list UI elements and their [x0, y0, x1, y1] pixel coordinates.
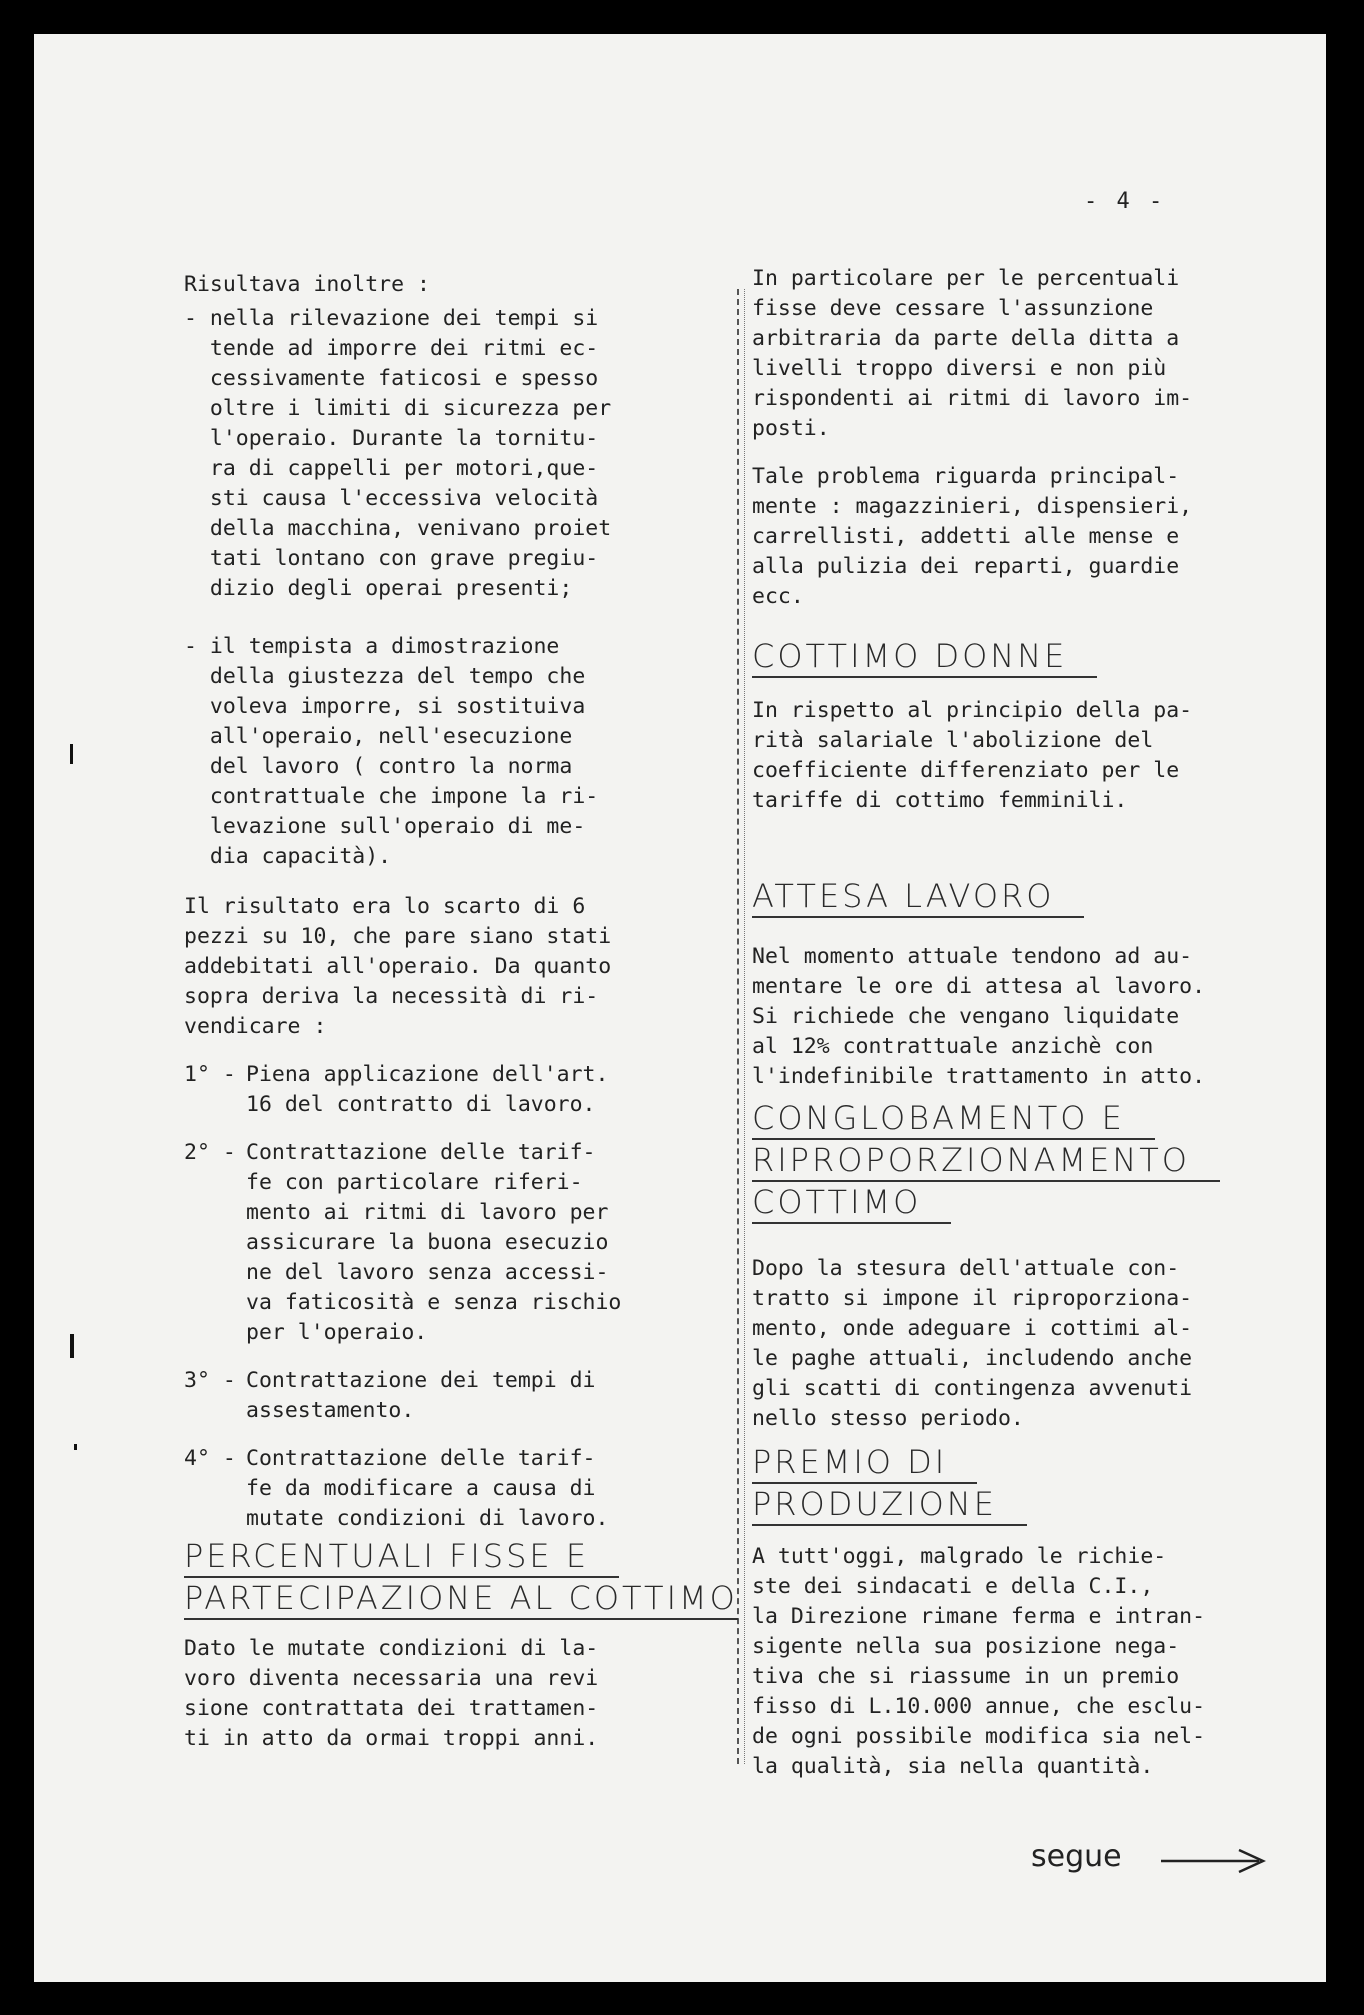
left-column	[184, 270, 738, 1754]
section-heading: RIPROPORZIONAMENTO	[752, 1140, 1317, 1182]
arrow-right-icon	[1159, 1846, 1269, 1876]
right-column	[752, 264, 1317, 1782]
list-item	[184, 1060, 729, 1120]
margin-mark	[74, 1444, 77, 1450]
list-number: 3° -	[184, 1368, 236, 1393]
list-item	[184, 1444, 729, 1534]
column-divider-dotted	[744, 289, 745, 1764]
section-heading: ATTESA LAVORO	[752, 876, 1317, 918]
margin-mark	[70, 744, 73, 764]
list-text: Contrattazione dei tempi di assestamento.	[246, 1368, 596, 1423]
section-text: Dato le mutate condizioni di la- voro diventa necessaria una revi sione contrattata dei trattamen- ti in atto da ormai troppi anni.	[184, 1636, 599, 1751]
section-text: Dopo la stesura dell'attuale con- tratto si impone il riproporziona- mento, onde adeguare i cottimi al- le paghe attuali, includendo anche gli scatti di contingenza avvenuti nello stesso periodo.	[752, 1256, 1193, 1431]
list-number: 2° -	[184, 1140, 236, 1165]
section-heading: COTTIMO	[752, 1182, 1317, 1224]
section-text: In particolare per le percentuali fisse deve cessare l'assunzione arbitraria da parte della ditta a livelli troppo diversi e non più rispondenti ai ritmi di lavoro im- posti.	[752, 266, 1193, 441]
list-text: Piena applicazione dell'art. 16 del contratto di lavoro.	[246, 1062, 609, 1117]
bullet-paragraph: - il tempista a dimostrazione della giustezza del tempo che voleva imporre, si sostituiva all'operaio, nell'esecuzione del lavoro ( contro la norma contrattuale che impone la ri- levazione sull'operaio di me- dia capacità).	[184, 634, 599, 869]
section-text: Tale problema riguarda principal- mente : magazzinieri, dispensieri, carrellisti, addetti alle mense e alla pulizia dei reparti, guardie ecc.	[752, 464, 1193, 609]
section-heading: PARTECIPAZIONE AL COTTIMO	[184, 1578, 729, 1620]
section-text: In rispetto al principio della pa- rità salariale l'abolizione del coefficiente differenziato per le tariffe di cottimo femminili.	[752, 698, 1193, 813]
list-number: 4° -	[184, 1446, 236, 1471]
document-page	[34, 34, 1326, 1982]
list-text: Contrattazione delle tarif- fe da modificare a causa di mutate condizioni di lavoro.	[246, 1446, 609, 1531]
result-paragraph: Il risultato era lo scarto di 6 pezzi su 10, che pare siano stati addebitati all'operaio. Da quanto sopra deriva la necessità di ri- vendicare :	[184, 894, 612, 1039]
list-item	[184, 1138, 729, 1348]
section-heading: PERCENTUALI FISSE E	[184, 1536, 729, 1578]
list-number: 1° -	[184, 1062, 236, 1087]
section-text: Nel momento attuale tendono ad au- mentare le ore di attesa al lavoro. Si richiede che vengano liquidate al 12% contrattuale anzichè con l'indefinibile trattamento in atto.	[752, 944, 1206, 1089]
column-divider	[737, 289, 739, 1764]
continues-label: segue	[1031, 1839, 1122, 1874]
intro-text: Risultava inoltre :	[184, 272, 430, 297]
section-heading: CONGLOBAMENTO E	[752, 1098, 1317, 1140]
section-heading: COTTIMO DONNE	[752, 636, 1317, 678]
list-item	[184, 1366, 729, 1426]
section-heading: PREMIO DI	[752, 1442, 1317, 1484]
bullet-paragraph: - nella rilevazione dei tempi si tende ad imporre dei ritmi ec- cessivamente faticosi e spesso oltre i limiti di sicurezza per l'operaio. Durante la tornitu- ra di cappelli per motori,que- sti causa l'eccessiva velocità della macchina, venivano proiet tati lontano con grave pregiu- dizio degli operai presenti;	[184, 306, 612, 601]
margin-mark	[70, 1334, 74, 1358]
page-number: - 4 -	[1084, 189, 1166, 214]
section-heading: PRODUZIONE	[752, 1484, 1317, 1526]
list-text: Contrattazione delle tarif- fe con particolare riferi- mento ai ritmi di lavoro per assicurare la buona esecuzio ne del lavoro senza accessi- va faticosità e senza rischio per l'operaio.	[246, 1140, 622, 1345]
section-text: A tutt'oggi, malgrado le richie- ste dei sindacati e della C.I., la Direzione rimane ferma e intran- sigente nella sua posizione nega- tiva che si riassume in un premio fisso di L.10.000 annue, che esclu- de ogni possibile modifica sia nel- la qualità, sia nella quantità.	[752, 1544, 1206, 1779]
